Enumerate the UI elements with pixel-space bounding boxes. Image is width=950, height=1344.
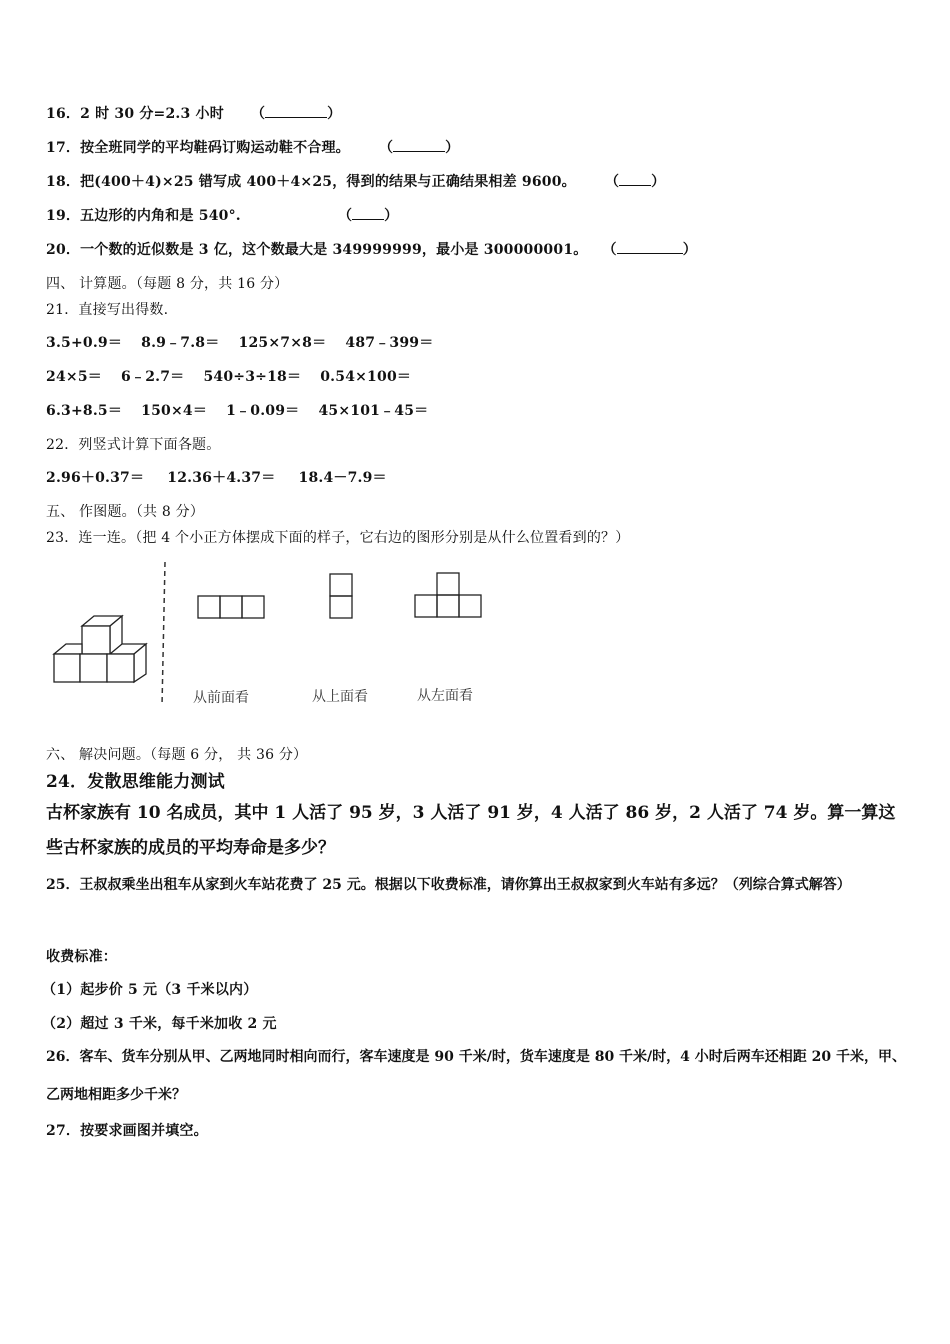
- top-view-label: 从上面看: [312, 689, 368, 705]
- section-4-title: 四、 计算题。（每题 8 分，共 16 分）: [46, 276, 289, 292]
- equation: 8.9﹣7.8＝: [141, 335, 220, 351]
- equation: 1﹣0.09＝: [226, 403, 300, 419]
- question-16: 16．2 时 30 分=2.3 小时 （ ）: [46, 106, 342, 122]
- question-24-title: 24．发散思维能力测试: [46, 772, 225, 792]
- equation: 540÷3÷18＝: [203, 369, 302, 385]
- equation: 3.5+0.9＝: [46, 335, 123, 351]
- question-21-title: 21．直接写出得数.: [46, 302, 169, 318]
- question-19: 19．五边形的内角和是 540°. （ ）: [46, 208, 399, 224]
- front-view: [198, 596, 264, 618]
- question-25-body: 25．王叔叔乘坐出租车从家到火车站花费了 25 元。根据以下收费标准，请你算出王叔叔家到火车站有多远？（列综合算式解答）: [46, 877, 851, 893]
- fee-standard-title: 收费标准：: [46, 949, 117, 965]
- cube-views-figure: [40, 556, 510, 726]
- front-view-label: 从前面看: [193, 690, 249, 706]
- section-5-title: 五、 作图题。（共 8 分）: [46, 504, 205, 520]
- q22-row: [46, 467, 401, 487]
- equation: 2.96＋0.37＝: [46, 470, 145, 486]
- q21-row-3: [46, 400, 442, 420]
- answer-blank-20[interactable]: [617, 241, 683, 254]
- question-24-body: 古杯家族有 10 名成员，其中 1 人活了 95 岁，3 人活了 91 岁，4 人活了 86 岁，2 人活了 74 岁。算一算这些古杯家族的成员的平均寿命是多少？: [46, 803, 896, 858]
- answer-blank-19[interactable]: [352, 207, 384, 220]
- question-17: 17．按全班同学的平均鞋码订购运动鞋不合理。 （ ）: [46, 140, 460, 156]
- question-26-body: 26．客车、货车分别从甲、乙两地同时相向而行，客车速度是 90 千米/时，货车速度是 80 千米/时，4 小时后两车还相距 20 千米，甲、乙两地相距多少千米？: [46, 1049, 907, 1103]
- q21-row-1: [46, 332, 447, 352]
- answer-blank-18[interactable]: [619, 173, 651, 186]
- equation: 125×7×8＝: [238, 335, 327, 351]
- fee-rule-2: （2）超过 3 千米，每千米加收 2 元: [42, 1016, 277, 1032]
- question-20: 20．一个数的近似数是 3 亿，这个数最大是 349999999，最小是 300000001。 （ ）: [46, 242, 697, 258]
- equation: 487﹣399＝: [345, 335, 434, 351]
- equation: 6.3+8.5＝: [46, 403, 123, 419]
- equation: 0.54×100＝: [320, 369, 412, 385]
- answer-blank-17[interactable]: [393, 139, 445, 152]
- equation: 24×5＝: [46, 369, 102, 385]
- equation: 150×4＝: [141, 403, 208, 419]
- question-18: 18．把(400＋4)×25 错写成 400＋4×25，得到的结果与正确结果相差 9600。 （ ）: [46, 174, 666, 190]
- equation: 12.36＋4.37＝: [167, 470, 276, 486]
- equation: 18.4－7.9＝: [298, 470, 387, 486]
- equation: 6﹣2.7＝: [121, 369, 185, 385]
- fee-rule-1: （1）起步价 5 元（3 千米以内）: [42, 982, 258, 998]
- answer-blank-16[interactable]: [265, 105, 327, 118]
- question-27-title: 27．按要求画图并填空。: [46, 1123, 208, 1139]
- q21-row-2: [46, 366, 425, 386]
- question-22-title: 22．列竖式计算下面各题。: [46, 437, 221, 453]
- left-view-label: 从左面看: [417, 688, 473, 704]
- question-23-title: 23．连一连。（把 4 个小正方体摆成下面的样子，它右边的图形分别是从什么位置看到的？）: [46, 530, 630, 546]
- equation: 45×101﹣45＝: [318, 403, 429, 419]
- top-view: [330, 574, 352, 618]
- left-view: [415, 573, 481, 617]
- section-6-title: 六、 解决问题。（每题 6 分， 共 36 分）: [46, 747, 308, 763]
